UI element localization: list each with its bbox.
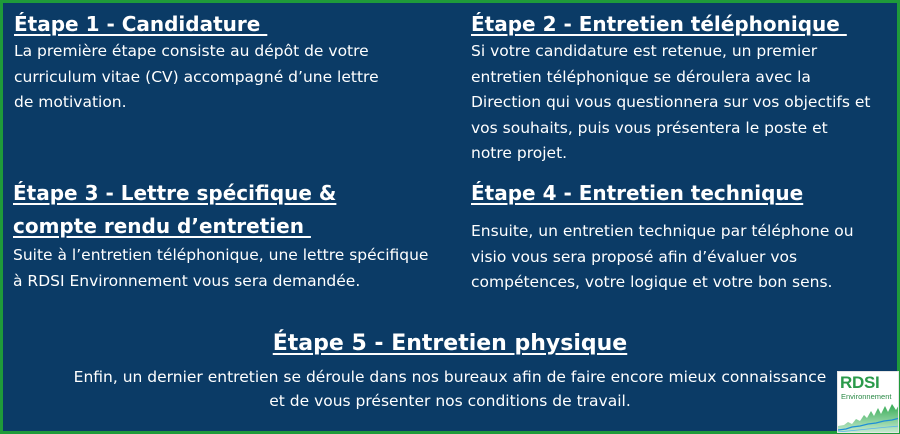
step-5 bbox=[3, 327, 897, 413]
step-3-title: Étape 3 - Lettre spécifique & compte rendu d’entretien bbox=[13, 181, 337, 238]
step-4-title: Étape 4 - Entretien technique bbox=[471, 181, 804, 205]
step-2-text: Si votre candidature est retenue, un premier entretien téléphonique se déroulera avec la Direction qui vous questionnera sur vos objectifs et vos souhaits, puis vous présentera le poste et notre projet. bbox=[471, 42, 871, 162]
logo-name: RDSI bbox=[840, 373, 880, 392]
step-1 bbox=[14, 11, 454, 116]
step-5-text: Enfin, un dernier entretien se déroule dans nos bureaux afin de faire encore mieux connaissance et de vous présenter nos conditions de travail. bbox=[73, 368, 827, 410]
step-1-title: Étape 1 - Candidature bbox=[14, 12, 268, 36]
step-1-text: La première étape consiste au dépôt de votre curriculum vitae (CV) accompagné d’une lettre de motivation. bbox=[14, 42, 379, 111]
step-4-text: Ensuite, un entretien technique par téléphone ou visio vous sera proposé afin d’évaluer vos compétences, votre logique et votre bon sens. bbox=[471, 222, 854, 291]
step-3-text: Suite à l’entretien téléphonique, une lettre spécifique à RDSI Environnement vous sera demandée. bbox=[13, 246, 429, 290]
step-5-title: Étape 5 - Entretien physique bbox=[272, 331, 628, 356]
logo-graph-icon bbox=[838, 400, 899, 433]
step-2-title: Étape 2 - Entretien téléphonique bbox=[471, 12, 847, 36]
step-2 bbox=[471, 11, 900, 167]
rdsi-logo bbox=[837, 371, 899, 433]
step-3 bbox=[13, 177, 463, 294]
logo-subtitle: Environnement bbox=[841, 392, 892, 401]
step-4 bbox=[471, 177, 900, 296]
